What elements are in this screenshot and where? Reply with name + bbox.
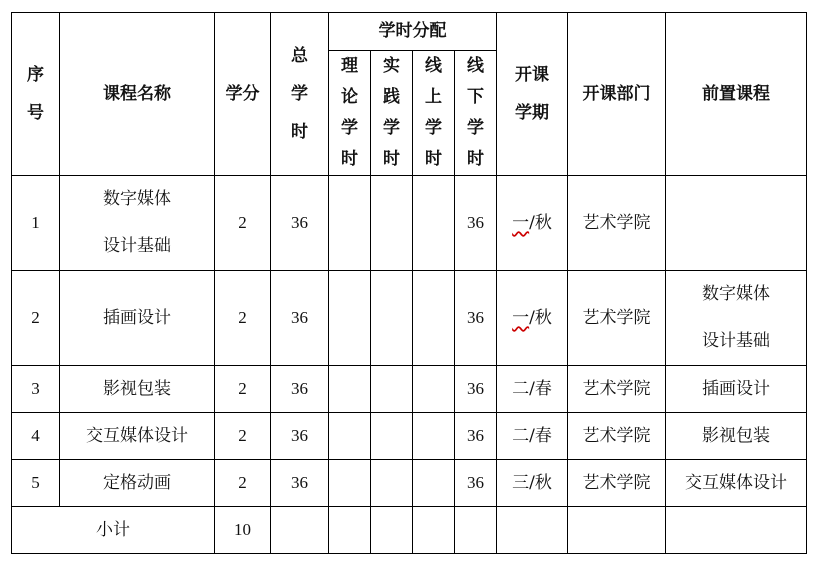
cell-theory (329, 271, 371, 366)
subtotal-empty (666, 507, 807, 554)
cell-offline: 36 (455, 176, 497, 271)
subtotal-empty (568, 507, 666, 554)
header-theory-hours-label: 理论学时 (341, 56, 358, 169)
course-name-line: 数字媒体 (103, 189, 171, 209)
cell-total-hours: 36 (271, 413, 329, 460)
header-practice-hours-label: 实践学时 (383, 56, 400, 169)
cell-online (413, 176, 455, 271)
cell-online (413, 366, 455, 413)
cell-theory (329, 413, 371, 460)
semester-season: /秋 (529, 307, 552, 328)
cell-seq: 3 (12, 366, 60, 413)
cell-theory (329, 366, 371, 413)
header-offline-hours-label: 线下学时 (467, 56, 484, 169)
cell-theory (329, 460, 371, 507)
semester-year: 一 (512, 212, 530, 233)
cell-department: 艺术学院 (568, 176, 666, 271)
cell-total-hours: 36 (271, 366, 329, 413)
cell-course-name: 插画设计 (60, 271, 215, 366)
cell-semester (497, 271, 568, 366)
subtotal-row (12, 507, 807, 554)
course-table (11, 12, 807, 554)
cell-total-hours: 36 (271, 460, 329, 507)
cell-practice (371, 413, 413, 460)
table-row (12, 271, 807, 366)
table-row (12, 176, 807, 271)
cell-online (413, 271, 455, 366)
cell-offline: 36 (455, 413, 497, 460)
subtotal-empty (497, 507, 568, 554)
cell-semester (497, 176, 568, 271)
cell-course-name: 定格动画 (60, 460, 215, 507)
header-semester (497, 13, 568, 176)
header-seq (12, 13, 60, 176)
cell-department: 艺术学院 (568, 413, 666, 460)
subtotal-empty (413, 507, 455, 554)
cell-department: 艺术学院 (568, 271, 666, 366)
table-row (12, 413, 807, 460)
table-row (12, 460, 807, 507)
header-prerequisite: 前置课程 (666, 13, 807, 176)
header-course-name: 课程名称 (60, 13, 215, 176)
cell-total-hours: 36 (271, 271, 329, 366)
header-credits: 学分 (215, 13, 271, 176)
cell-seq: 5 (12, 460, 60, 507)
cell-online (413, 460, 455, 507)
cell-prerequisite (666, 271, 807, 366)
subtotal-credits: 10 (215, 507, 271, 554)
cell-credits: 2 (215, 176, 271, 271)
subtotal-label: 小计 (12, 507, 215, 554)
subtotal-empty (455, 507, 497, 554)
prerequisite-line: 设计基础 (702, 331, 770, 351)
cell-semester: 二/春 (497, 413, 568, 460)
cell-course-name (60, 176, 215, 271)
semester-season: /秋 (529, 212, 552, 233)
cell-seq: 2 (12, 271, 60, 366)
header-seq-label: 序号 (27, 65, 44, 123)
cell-practice (371, 176, 413, 271)
header-theory-hours (329, 51, 371, 176)
cell-practice (371, 460, 413, 507)
cell-offline: 36 (455, 366, 497, 413)
header-total-hours (271, 13, 329, 176)
cell-prerequisite: 交互媒体设计 (666, 460, 807, 507)
semester-year: 一 (512, 307, 530, 328)
cell-practice (371, 271, 413, 366)
cell-online (413, 413, 455, 460)
cell-department: 艺术学院 (568, 460, 666, 507)
cell-credits: 2 (215, 271, 271, 366)
header-practice-hours (371, 51, 413, 176)
cell-offline: 36 (455, 271, 497, 366)
course-table-container (11, 12, 807, 554)
header-online-hours (413, 51, 455, 176)
header-offline-hours (455, 51, 497, 176)
cell-credits: 2 (215, 366, 271, 413)
course-name-line: 设计基础 (103, 236, 171, 256)
cell-seq: 1 (12, 176, 60, 271)
header-department: 开课部门 (568, 13, 666, 176)
cell-credits: 2 (215, 413, 271, 460)
subtotal-empty (271, 507, 329, 554)
cell-semester: 二/春 (497, 366, 568, 413)
cell-practice (371, 366, 413, 413)
cell-offline: 36 (455, 460, 497, 507)
header-online-hours-label: 线上学时 (425, 56, 442, 169)
cell-course-name: 影视包装 (60, 366, 215, 413)
header-total-hours-label: 总学时 (291, 46, 308, 142)
subtotal-empty (329, 507, 371, 554)
cell-course-name: 交互媒体设计 (60, 413, 215, 460)
subtotal-empty (371, 507, 413, 554)
cell-prerequisite: 插画设计 (666, 366, 807, 413)
cell-theory (329, 176, 371, 271)
cell-department: 艺术学院 (568, 366, 666, 413)
cell-seq: 4 (12, 413, 60, 460)
prerequisite-line: 数字媒体 (702, 284, 770, 304)
header-semester-label: 开课学期 (514, 65, 549, 123)
table-row (12, 366, 807, 413)
cell-total-hours: 36 (271, 176, 329, 271)
cell-semester: 三/秋 (497, 460, 568, 507)
cell-credits: 2 (215, 460, 271, 507)
cell-prerequisite: 影视包装 (666, 413, 807, 460)
header-hours-allocation: 学时分配 (329, 13, 497, 51)
cell-prerequisite (666, 176, 807, 271)
